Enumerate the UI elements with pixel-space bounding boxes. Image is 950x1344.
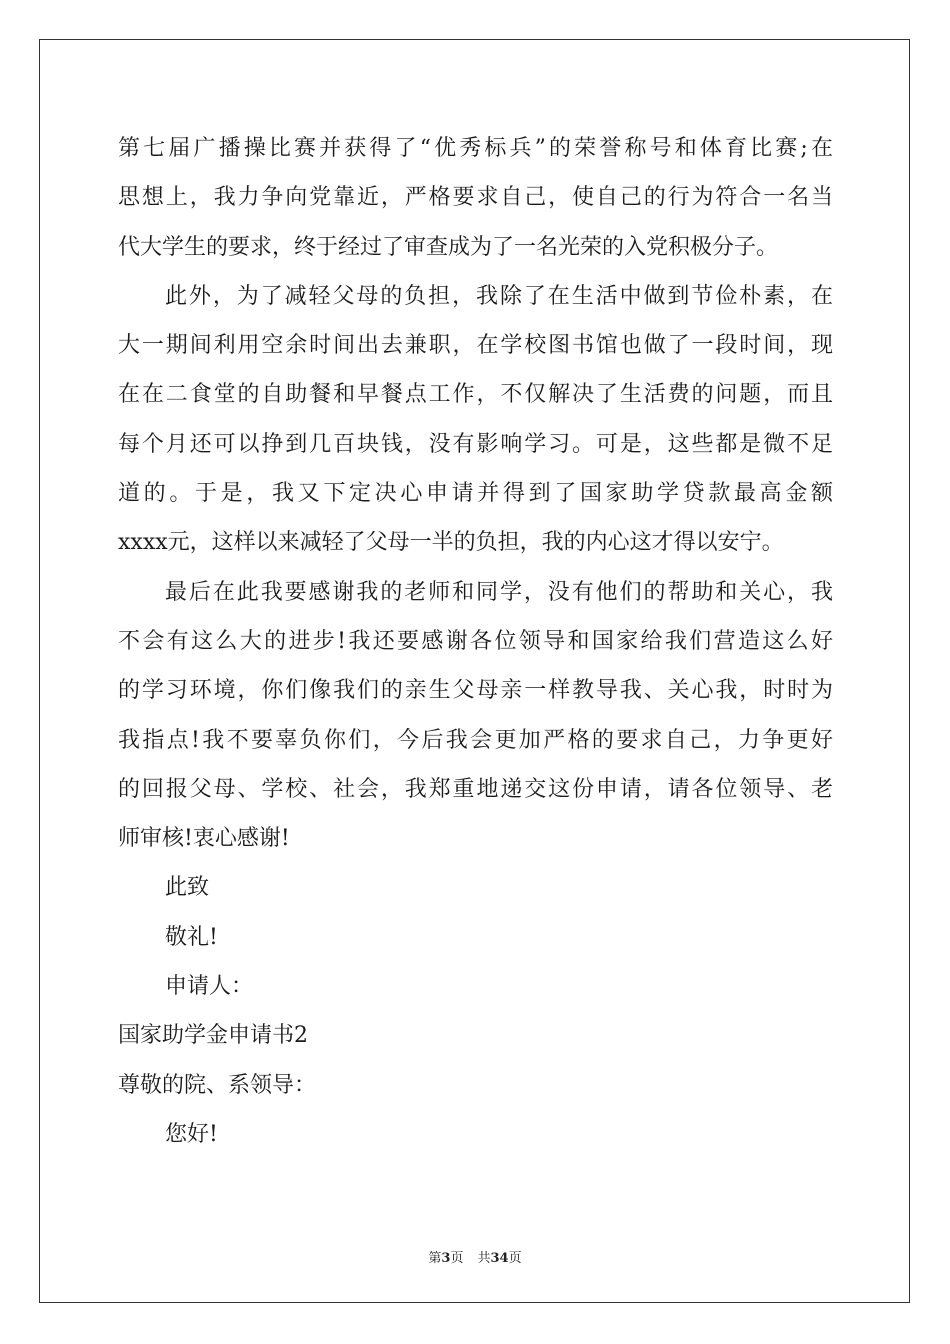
greeting-recipient: 尊敬的院、系领导：	[118, 1072, 317, 1098]
paragraph-line: 思想上，我力争向党靠近，严格要求自己，使自己的行为符合一名当	[118, 185, 833, 211]
paragraph-line: 道的。于是，我又下定决心申请并得到了国家助学贷款最高金额	[118, 481, 833, 507]
applicant-label: 申请人：	[165, 974, 254, 1000]
paragraph-line: 最后在此我要感谢我的老师和同学，没有他们的帮助和关心，我	[165, 579, 833, 605]
closing-salutation: 此致	[165, 875, 210, 901]
paragraph-line: 师审核!衷心感谢!	[118, 826, 290, 852]
page-suffix: 页	[450, 1251, 464, 1266]
paragraph-line: 每个月还可以挣到几百块钱，没有影响学习。可是，这些都是微不足	[118, 431, 833, 457]
page-footer	[0, 1247, 950, 1266]
paragraph-line: 第七届广播操比赛并获得了“优秀标兵”的荣誉称号和体育比赛;在	[118, 136, 833, 161]
total-page-count: 34	[490, 1251, 509, 1266]
paragraph-line: xxxx元，这样以来减轻了父母一半的负担，我的内心这才得以安宁。	[118, 530, 784, 556]
current-page-number: 3	[441, 1251, 451, 1266]
paragraph-line: 的学习环境，你们像我们的亲生父母亲一样教导我、关心我，时时为	[118, 678, 833, 704]
paragraph-line: 代大学生的要求，终于经过了审查成为了一名光荣的入党积极分子。	[118, 234, 779, 260]
paragraph-line: 的回报父母、学校、社会，我郑重地递交这份申请，请各位领导、老	[118, 776, 833, 802]
closing-regards: 敬礼!	[165, 924, 218, 950]
paragraph-line: 此外，为了减轻父母的负担，我除了在生活中做到节俭朴素，在	[165, 283, 833, 309]
total-suffix: 页	[508, 1251, 522, 1266]
paragraph-line: 不会有这么大的进步!我还要感谢各位领导和国家给我们营造这么好	[118, 628, 833, 654]
paragraph-line: 我指点!我不要辜负你们，今后我会更加严格的要求自己，力争更好	[118, 727, 833, 753]
page-prefix: 第	[428, 1251, 442, 1266]
paragraph-line: 大一期间利用空余时间出去兼职，在学校图书馆也做了一段时间，现	[118, 333, 833, 359]
greeting: 您好!	[165, 1121, 218, 1147]
document-body	[118, 128, 833, 1163]
section-title: 国家助学金申请书2	[118, 1023, 308, 1049]
total-prefix: 共	[477, 1251, 491, 1266]
paragraph-line: 在在二食堂的自助餐和早餐点工作，不仅解决了生活费的问题，而且	[118, 382, 833, 408]
